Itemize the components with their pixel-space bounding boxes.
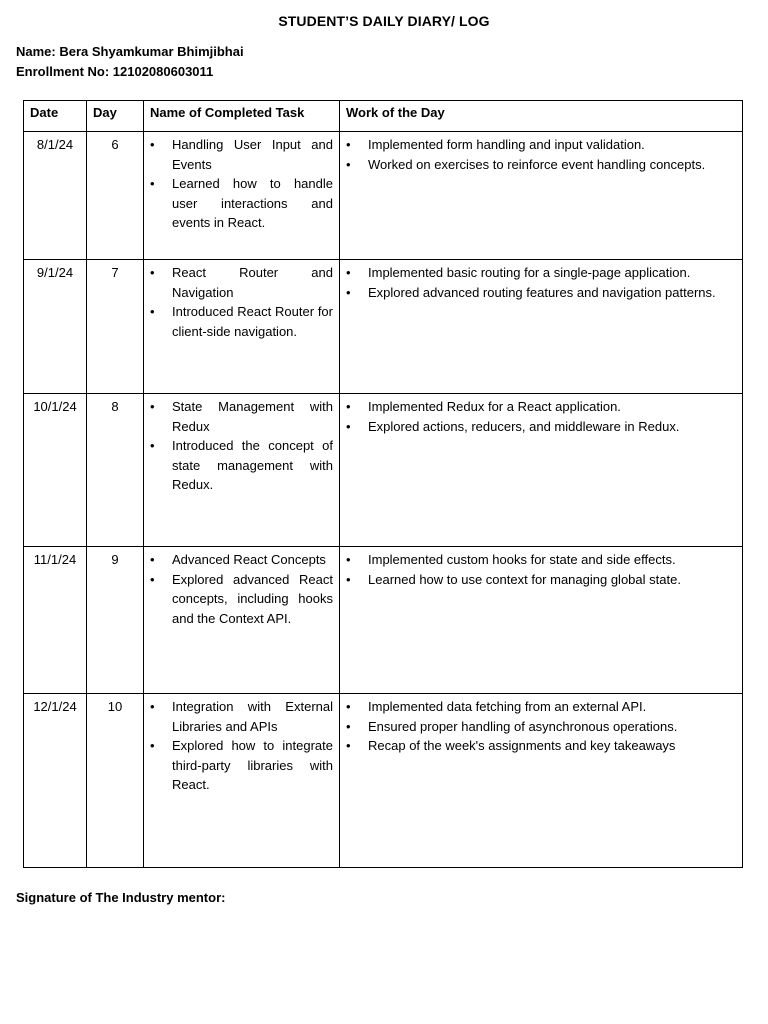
row-day: 10 [87,694,144,868]
row-date: 12/1/24 [24,694,87,868]
work-item: • Worked on exercises to reinforce event handling concepts. [346,155,736,175]
task-item: • Introduced React Router for client-side navigation. [150,302,333,341]
work-item: • Learned how to use context for managing global state. [346,570,736,590]
row-tasks [144,394,340,547]
work-item: • Implemented form handling and input validation. [346,135,736,155]
row-date: 8/1/24 [24,132,87,260]
row-date: 9/1/24 [24,260,87,394]
task-item: • Learned how to handle user interactions and events in React. [150,174,333,233]
table-row [24,260,743,394]
header-task: Name of Completed Task [144,101,340,132]
student-name: Name: Bera Shyamkumar Bhimjibhai [16,44,244,59]
work-item: • Implemented Redux for a React application. [346,397,736,417]
row-tasks [144,260,340,394]
row-date: 11/1/24 [24,547,87,694]
row-date: 10/1/24 [24,394,87,547]
work-item: • Implemented custom hooks for state and side effects. [346,550,736,570]
row-day: 9 [87,547,144,694]
work-item: • Ensured proper handling of asynchronous operations. [346,717,736,737]
row-day: 7 [87,260,144,394]
table-row [24,394,743,547]
daily-log-table [23,100,743,868]
row-work [340,260,743,394]
task-item: • State Management with Redux [150,397,333,436]
row-tasks [144,694,340,868]
mentor-signature-label: Signature of The Industry mentor: [16,890,226,905]
row-day: 8 [87,394,144,547]
row-tasks [144,547,340,694]
task-item: • Advanced React Concepts [150,550,333,570]
enrollment-number: Enrollment No: 12102080603011 [16,64,214,79]
work-item: • Recap of the week's assignments and key takeaways [346,736,736,756]
task-item: • Integration with External Libraries and APIs [150,697,333,736]
row-work [340,394,743,547]
row-work [340,547,743,694]
table-header-row [24,101,743,132]
work-item: • Implemented basic routing for a single-page application. [346,263,736,283]
work-item: • Implemented data fetching from an external API. [346,697,736,717]
table-row [24,547,743,694]
table-row [24,132,743,260]
header-day: Day [87,101,144,132]
task-item: • Introduced the concept of state management with Redux. [150,436,333,495]
row-tasks [144,132,340,260]
task-item: • React Router and Navigation [150,263,333,302]
header-date: Date [24,101,87,132]
work-item: • Explored actions, reducers, and middleware in Redux. [346,417,736,437]
task-item: • Explored how to integrate third-party libraries with React. [150,736,333,795]
row-work [340,694,743,868]
header-work: Work of the Day [340,101,743,132]
task-item: • Explored advanced React concepts, including hooks and the Context API. [150,570,333,629]
table-row [24,694,743,868]
row-day: 6 [87,132,144,260]
work-item: • Explored advanced routing features and navigation patterns. [346,283,736,303]
page-title: STUDENT’S DAILY DIARY/ LOG [278,13,490,29]
task-item: • Handling User Input and Events [150,135,333,174]
row-work [340,132,743,260]
